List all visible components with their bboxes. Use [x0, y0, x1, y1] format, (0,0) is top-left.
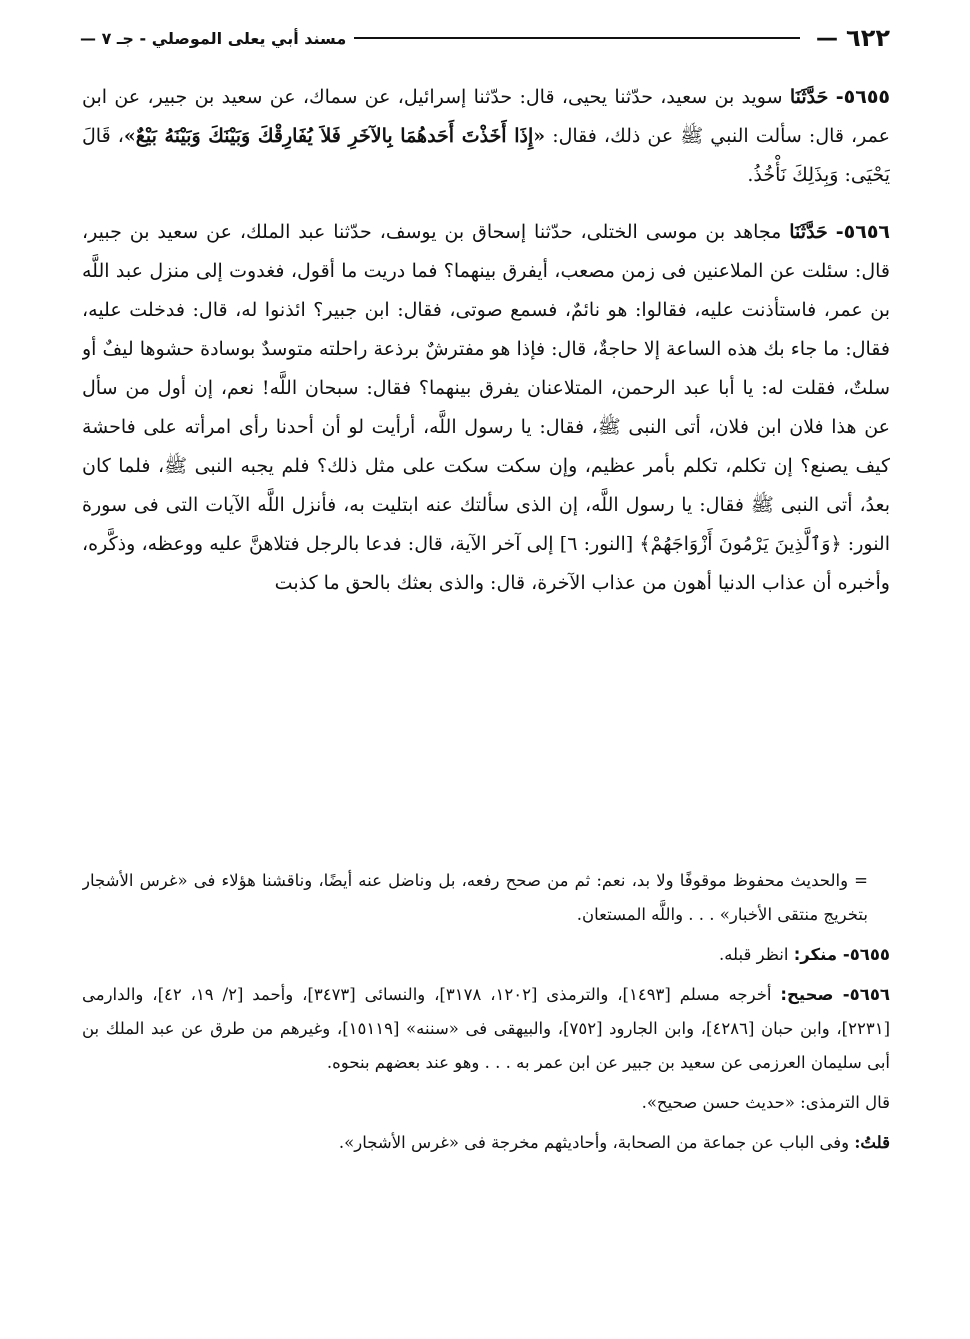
page-number: ٦٢٢	[846, 24, 890, 52]
footnote-text: = والحديث محفوظ موقوفًا ولا بد، نعم: ثم من صحح رفعه، بل وناضل عنه أيضًا، وناقشنا هؤلاء فى «غرس الأشجار بتخريج منتقى الأخبار» . . . واللَّه المستعان.	[82, 871, 868, 924]
running-title: مسند أبي يعلى الموصلي - جـ ٧ —	[80, 28, 347, 48]
hadith-5656	[82, 213, 890, 603]
header-rule	[354, 37, 800, 39]
header-dash: —	[816, 25, 839, 51]
hadith-opening: حَدَّثَنَا	[789, 86, 829, 108]
footnote-text: وفى الباب عن جماعة من الصحابة، وأحاديثهم مخرجة فى «غرس الأشجار».	[338, 1133, 850, 1152]
hadith-opening: حَدَّثَنَا	[789, 221, 828, 243]
footnote-label: ٥٦٥٥- منكر:	[793, 945, 890, 964]
footnote-text: أخرجه مسلم [١٤٩٣]، والترمذى [١٢٠٢، ٣١٧٨]، والنسائى [٣٤٧٣]، وأحمد [٢/ ١٩، ٤٢]، والدارمى [٢٢٣١]، وابن حبان [٤٢٨٦]، وابن الجارود [٧٥٢]، والبيهقى فى «سننه» [١٥١١٩]، وغيرهم من طرق عن عبد الملك بن أبى سليمان العرزمى عن سعيد بن جبير عن ابن عمر به . . . وهو عند بعضهم بنحوه.	[82, 985, 890, 1072]
hadith-text: سويد بن سعيد، حدّثنا يحيى، قال: حدّثنا إسرائيل، عن سماك، عن سعيد بن جبير، عن ابن عمر، قال: سألت النبي ﷺ عن ذلك، فقال:	[82, 86, 890, 147]
footnote-text: انظر قبله.	[718, 945, 789, 964]
footnote-note	[82, 1126, 890, 1160]
footnote-5656	[82, 978, 890, 1080]
footnote-tirmidhi	[82, 1086, 890, 1120]
hadith-5655	[82, 78, 890, 195]
footnote-label: ٥٦٥٦- صحيح:	[780, 985, 890, 1004]
hadith-number: ٥٦٥٥	[843, 86, 890, 108]
main-text	[82, 78, 890, 838]
footnote-text: قال الترمذى: «حديث حسن صحيح».	[641, 1093, 890, 1112]
hadith-number: ٥٦٥٦	[843, 221, 890, 243]
hadith-number-separator: -	[835, 221, 844, 243]
footnote-label: قلتُ:	[854, 1133, 890, 1152]
hadith-text: مجاهد بن موسى الختلى، حدّثنا إسحاق بن يوسف، حدّثنا عبد الملك، عن سعيد بن جبير، قال: سئلت عن الملاعنين فى زمن مصعب، أيفرق بينهما؟ فما دريت ما أقول، فغدوت إلى منزل عبد اللَّه بن عمر، فاستأذنت عليه، فقالوا: هو نائمٌ، فسمع صوتى، فقال: ابن جبير؟ ائذنوا له، قال: فدخلت عليه، فقال: ما جاء بك هذه الساعة إلا حاجةٌ، قال: فإذا هو مفترشٌ برذعة راحلته متوسدٌ بوسادة حشوها ليفٌ أو سلتٌ، فقلت له: يا أبا عبد الرحمن، المتلاعنان يفرق بينهما؟ فقال: سبحان اللَّه! نعم، إن أول من سأل عن هذا فلان ابن فلان، أتى النبى ﷺ، فقال: يا رسول اللَّه، أرأيت لو أن أحدنا رأى امرأته على فاحشة كيف يصنع؟ إن تكلم، تكلم بأمر عظيم، وإن سكت سكت على مثل ذلك؟ فلم يجبه النبى ﷺ، فلما كان بعدُ، أتى النبى ﷺ فقال: يا رسول اللَّه، إن الذى سألتك عنه ابتليت به، فأنزل اللَّه الآيات التى فى سورة النور: ﴿وَٱلَّذِينَ يَرْمُونَ أَزْوَاجَهُمْ﴾ [النور: ٦] إلى آخر الآية، قال: فدعا بالرجل فتلاهنَّ عليه ووعظه، وذكَّره، وأخبره أن عذاب الدنيا أهون من عذاب الآخرة، قال: والذى بعثك بالحق ما كذبت	[82, 221, 890, 594]
hadith-text-end: ، قَالَ يَحْيَى: وَبِذَلِكَ نَأْخُذُ.	[82, 125, 890, 186]
page-header	[80, 22, 890, 54]
footnote-5655	[82, 938, 890, 972]
footnotes	[82, 864, 890, 1264]
prophetic-quote: «إِذَا أَخَذْتَ أَحَدهُمَا بِالآخَرِ فَلاَ يُفَارِقْكَ وَبَيْنَكَ وَبَيْنَهُ بَيْعٌ»	[123, 125, 546, 147]
hadith-number-separator: -	[835, 86, 844, 108]
footnote-continuation	[82, 864, 890, 932]
